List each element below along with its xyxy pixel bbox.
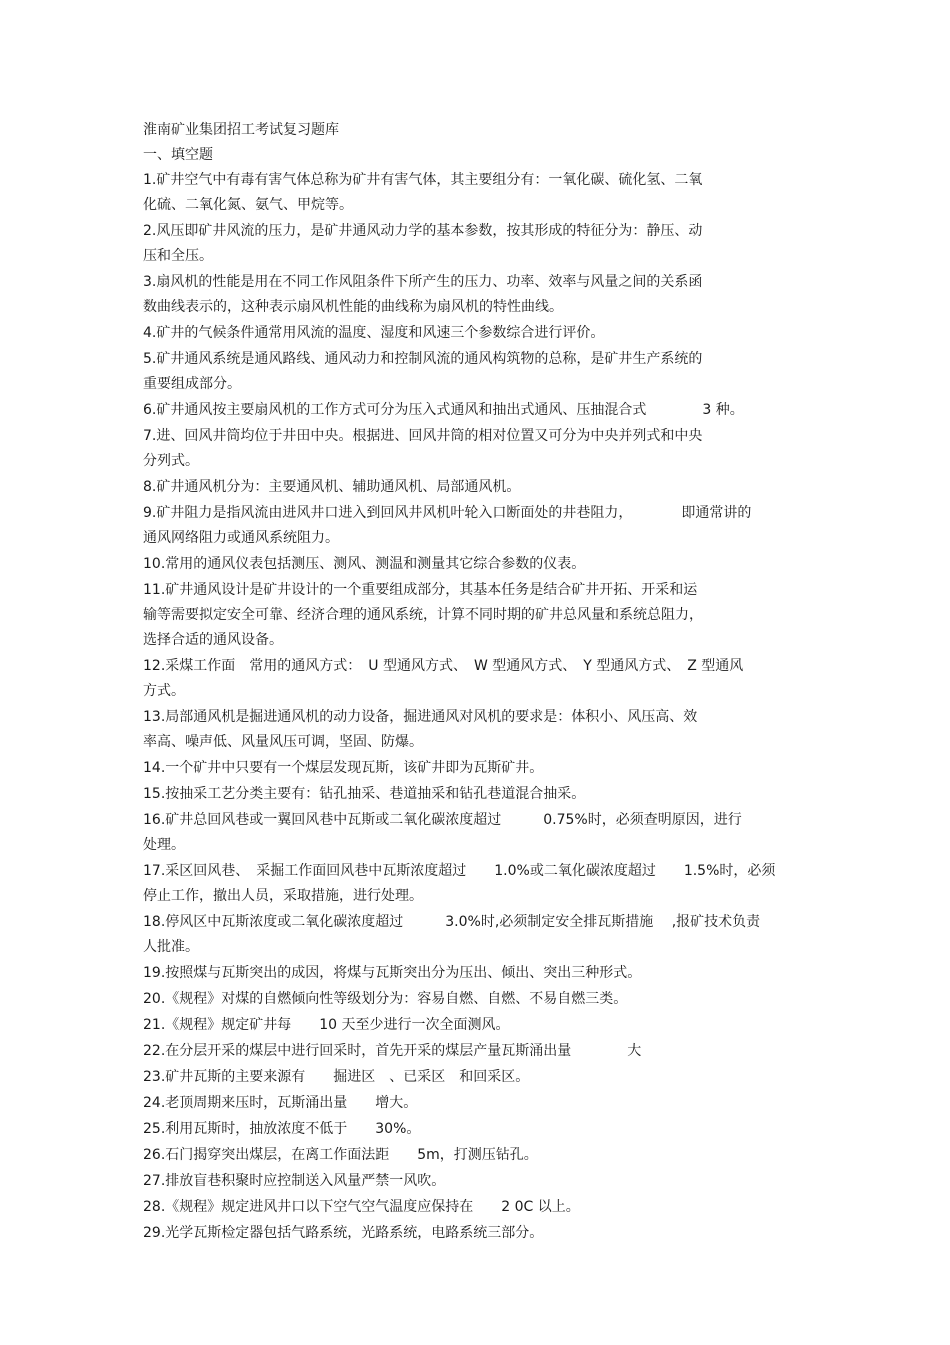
question-item — [143, 1143, 813, 1168]
question-line: 17.采区回风巷、 采掘工作面回风巷中瓦斯浓度超过 1.0%或二氧化碳浓度超过 1.5%时，必须 — [143, 863, 776, 879]
question-item — [143, 347, 813, 397]
question-line: 3.扇风机的性能是用在不同工作风阻条件下所产生的压力、功率、效率与风量之间的关系函 — [143, 274, 703, 290]
document-content — [143, 118, 813, 1247]
question-line: 18.停风区中瓦斯浓度或二氧化碳浓度超过 3.0%时,必须制定安全排瓦斯措施 ,报矿技术负责 — [143, 914, 761, 930]
question-line: 21.《规程》规定矿井每 10 天至少进行一次全面测风。 — [143, 1017, 510, 1033]
question-item — [143, 424, 813, 474]
question-line: 28.《规程》规定进风井口以下空气空气温度应保持在 2 0C 以上。 — [143, 1199, 580, 1215]
question-item — [143, 1039, 813, 1064]
question-line: 数曲线表示的，这种表示扇风机性能的曲线称为扇风机的特性曲线。 — [143, 299, 563, 315]
question-line: 6.矿井通风按主要扇风机的工作方式可分为压入式通风和抽出式通风、压抽混合式 3 种。 — [143, 402, 744, 418]
question-line: 化硫、二氧化氮、氨气、甲烷等。 — [143, 197, 353, 213]
question-line: 4.矿井的气候条件通常用风流的温度、湿度和风速三个参数综合进行评价。 — [143, 325, 605, 341]
section-heading: 一、填空题 — [143, 147, 213, 163]
question-line: 压和全压。 — [143, 248, 213, 264]
question-line: 9.矿井阻力是指风流由进风井口进入到回风井风机叶轮入口断面处的井巷阻力， 即通常讲的 — [143, 505, 752, 521]
question-line: 7.进、回风井筒均位于井田中央。根据进、回风井筒的相对位置又可分为中央并列式和中央 — [143, 428, 703, 444]
question-line: 27.排放盲巷积聚时应控制送入风量严禁一风吹。 — [143, 1173, 446, 1189]
question-line: 方式。 — [143, 683, 185, 699]
question-item — [143, 1013, 813, 1038]
question-item — [143, 1221, 813, 1246]
question-line: 15.按抽采工艺分类主要有：钻孔抽采、巷道抽采和钻孔巷道混合抽采。 — [143, 786, 586, 802]
question-item — [143, 756, 813, 781]
question-line: 23.矿井瓦斯的主要来源有 掘进区 、已采区 和回采区。 — [143, 1069, 530, 1085]
question-line: 13.局部通风机是掘进通风机的动力设备，掘进通风对风机的要求是：体积小、风压高、效 — [143, 709, 698, 725]
question-item — [143, 654, 813, 704]
question-item — [143, 1065, 813, 1090]
question-item — [143, 1195, 813, 1220]
question-item — [143, 398, 813, 423]
question-line: 29.光学瓦斯检定器包括气路系统，光路系统，电路系统三部分。 — [143, 1225, 544, 1241]
question-item — [143, 578, 813, 653]
question-line: 24.老顶周期来压时，瓦斯涌出量 增大。 — [143, 1095, 418, 1111]
question-line: 5.矿井通风系统是通风路线、通风动力和控制风流的通风构筑物的总称，是矿井生产系统的 — [143, 351, 703, 367]
question-item — [143, 270, 813, 320]
question-line: 分列式。 — [143, 453, 199, 469]
question-item — [143, 552, 813, 577]
question-line: 重要组成部分。 — [143, 376, 241, 392]
question-item — [143, 910, 813, 960]
question-line: 12.采煤工作面 常用的通风方式： U 型通风方式、 W 型通风方式、 Y 型通风方式、 Z 型通风 — [143, 658, 744, 674]
question-item — [143, 321, 813, 346]
question-item — [143, 859, 813, 909]
question-line: 26.石门揭穿突出煤层，在离工作面法距 5m，打测压钻孔。 — [143, 1147, 538, 1163]
question-item — [143, 808, 813, 858]
question-item — [143, 987, 813, 1012]
question-line: 1.矿井空气中有毒有害气体总称为矿井有害气体，其主要组分有：一氧化碳、硫化氢、二氧 — [143, 172, 703, 188]
question-line: 8.矿井通风机分为：主要通风机、辅助通风机、局部通风机。 — [143, 479, 521, 495]
question-line: 20.《规程》对煤的自燃倾向性等级划分为：容易自燃、自燃、不易自燃三类。 — [143, 991, 628, 1007]
question-line: 处理。 — [143, 837, 185, 853]
question-line: 14.一个矿井中只要有一个煤层发现瓦斯，该矿井即为瓦斯矿井。 — [143, 760, 544, 776]
question-item — [143, 1117, 813, 1142]
question-line: 2.风压即矿井风流的压力，是矿井通风动力学的基本参数，按其形成的特征分为：静压、动 — [143, 223, 703, 239]
question-line: 停止工作，撤出人员，采取措施，进行处理。 — [143, 888, 423, 904]
question-line: 25.利用瓦斯时，抽放浓度不低于 30%。 — [143, 1121, 421, 1137]
question-line: 10.常用的通风仪表包括测压、测风、测温和测量其它综合参数的仪表。 — [143, 556, 586, 572]
question-line: 输等需要拟定安全可靠、经济合理的通风系统，计算不同时期的矿井总风量和系统总阻力， — [143, 607, 703, 623]
question-line: 16.矿井总回风巷或一翼回风巷中瓦斯或二氧化碳浓度超过 0.75%时，必须查明原因，进行 — [143, 812, 742, 828]
question-line: 11.矿井通风设计是矿井设计的一个重要组成部分，其基本任务是结合矿井开拓、开采和运 — [143, 582, 698, 598]
question-list — [143, 168, 813, 1246]
question-item — [143, 1169, 813, 1194]
question-line: 率高、噪声低、风量风压可调，坚固、防爆。 — [143, 734, 423, 750]
question-item — [143, 705, 813, 755]
question-item — [143, 501, 813, 551]
question-item — [143, 782, 813, 807]
question-item — [143, 219, 813, 269]
document-title: 淮南矿业集团招工考试复习题库 — [143, 122, 339, 138]
question-line: 人批准。 — [143, 939, 199, 955]
question-line: 选择合适的通风设备。 — [143, 632, 283, 648]
question-line: 22.在分层开采的煤层中进行回采时，首先开采的煤层产量瓦斯涌出量 大 — [143, 1043, 642, 1059]
question-item — [143, 168, 813, 218]
question-line: 通风网络阻力或通风系统阻力。 — [143, 530, 339, 546]
question-item — [143, 961, 813, 986]
question-item — [143, 1091, 813, 1116]
question-item — [143, 475, 813, 500]
question-line: 19.按照煤与瓦斯突出的成因，将煤与瓦斯突出分为压出、倾出、突出三种形式。 — [143, 965, 642, 981]
